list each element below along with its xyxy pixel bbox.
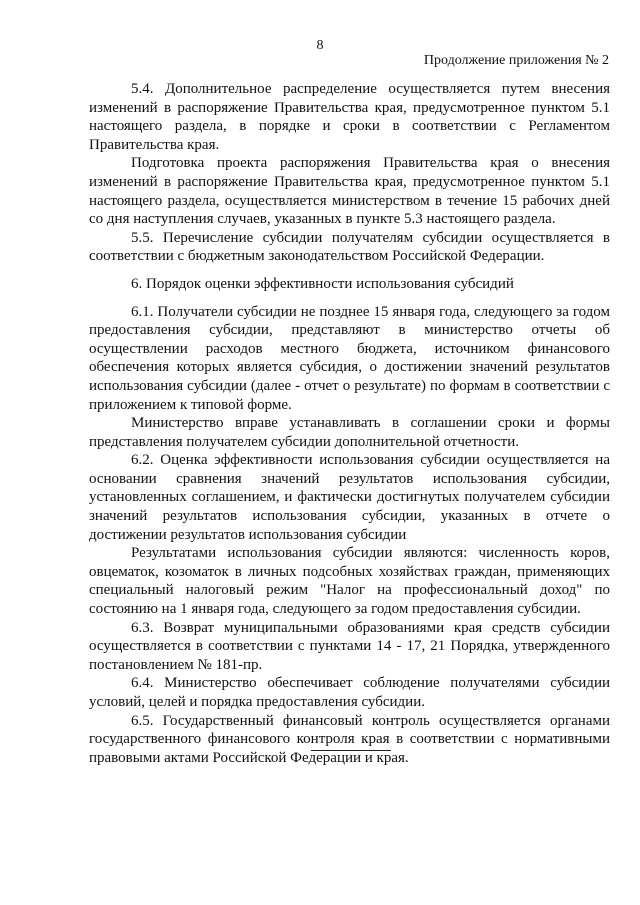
paragraph-5-5: 5.5. Перечисление субсидии получателям субсидии осуществляется в соответствии с бюджетным законодательством Российской Федерации. [89,229,610,265]
paragraph-6-5: 6.5. Государственный финансовый контроль осуществляется органами государственного финансового контроля края в соответствии с нормативными правовыми актами Российской Федерации и края. [89,712,610,766]
paragraph-draft-order: Подготовка проекта распоряжения Правительства края о внесения изменений в распоряжение Правительства края, предусмотренное пунктом 5.1 настоящего раздела, осуществляется министерством в течение 15 рабочих дней со дня наступления случаев, указанных в пункте 5.3 настоящего раздела. [89,155,610,228]
footer-divider [311,750,391,751]
section-title-6: 6. Порядок оценки эффективности использования субсидий [131,275,514,292]
paragraph-reporting: Министерство вправе устанавливать в соглашении сроки и формы представления получателем субсидии дополнительной отчетности. [89,415,610,450]
page-number: 8 [316,38,324,53]
paragraph-5-4: 5.4. Дополнительное распределение осуществляется путем внесения изменений в распоряжение Правительства края, предусмотренное пунктом 5.1 настоящего раздела, в порядке и сроки в соответствии с Регламентом Правительства края. [89,81,610,153]
paragraph-6-3: 6.3. Возврат муниципальными образованиями края средств субсидии осуществляется в соответствии с пунктами 14 - 17, 21 Порядка, утвержденного постановлением № 181-пр. [89,619,610,673]
paragraph-6-4: 6.4. Министерство обеспечивает соблюдение получателями субсидии условий, целей и порядка предоставления субсидии. [89,675,610,710]
document-body [89,80,610,767]
paragraph-6-1: 6.1. Получатели субсидии не позднее 15 января года, следующего за годом предоставления субсидии, представляют в министерство отчеты об осуществлении расходов местного бюджета, источником финансового обеспечения которых является субсидия, о достижении значений результатов использования субсидии (далее - отчет о результате) по формам в соответствии с приложением к типовой форме. [89,303,610,413]
continuation-note: Продолжение приложения № 2 [423,53,609,68]
paragraph-6-2: 6.2. Оценка эффективности использования субсидии осуществляется на основании сравнения значений результатов использования субсидии, установленных соглашением, и фактически достигнутых получателем субсидии значений результатов использования субсидии, указанных в отчете о достижении результатов использования субсидии [89,452,610,543]
paragraph-results: Результатами использования субсидии являются: численность коров, овцематок, козоматок в личных подсобных хозяйствах граждан, применяющих специальный налоговый режим "Налог на профессиональный доход" по состоянию на 1 января года, следующего за годом предоставления субсидии. [89,545,610,618]
